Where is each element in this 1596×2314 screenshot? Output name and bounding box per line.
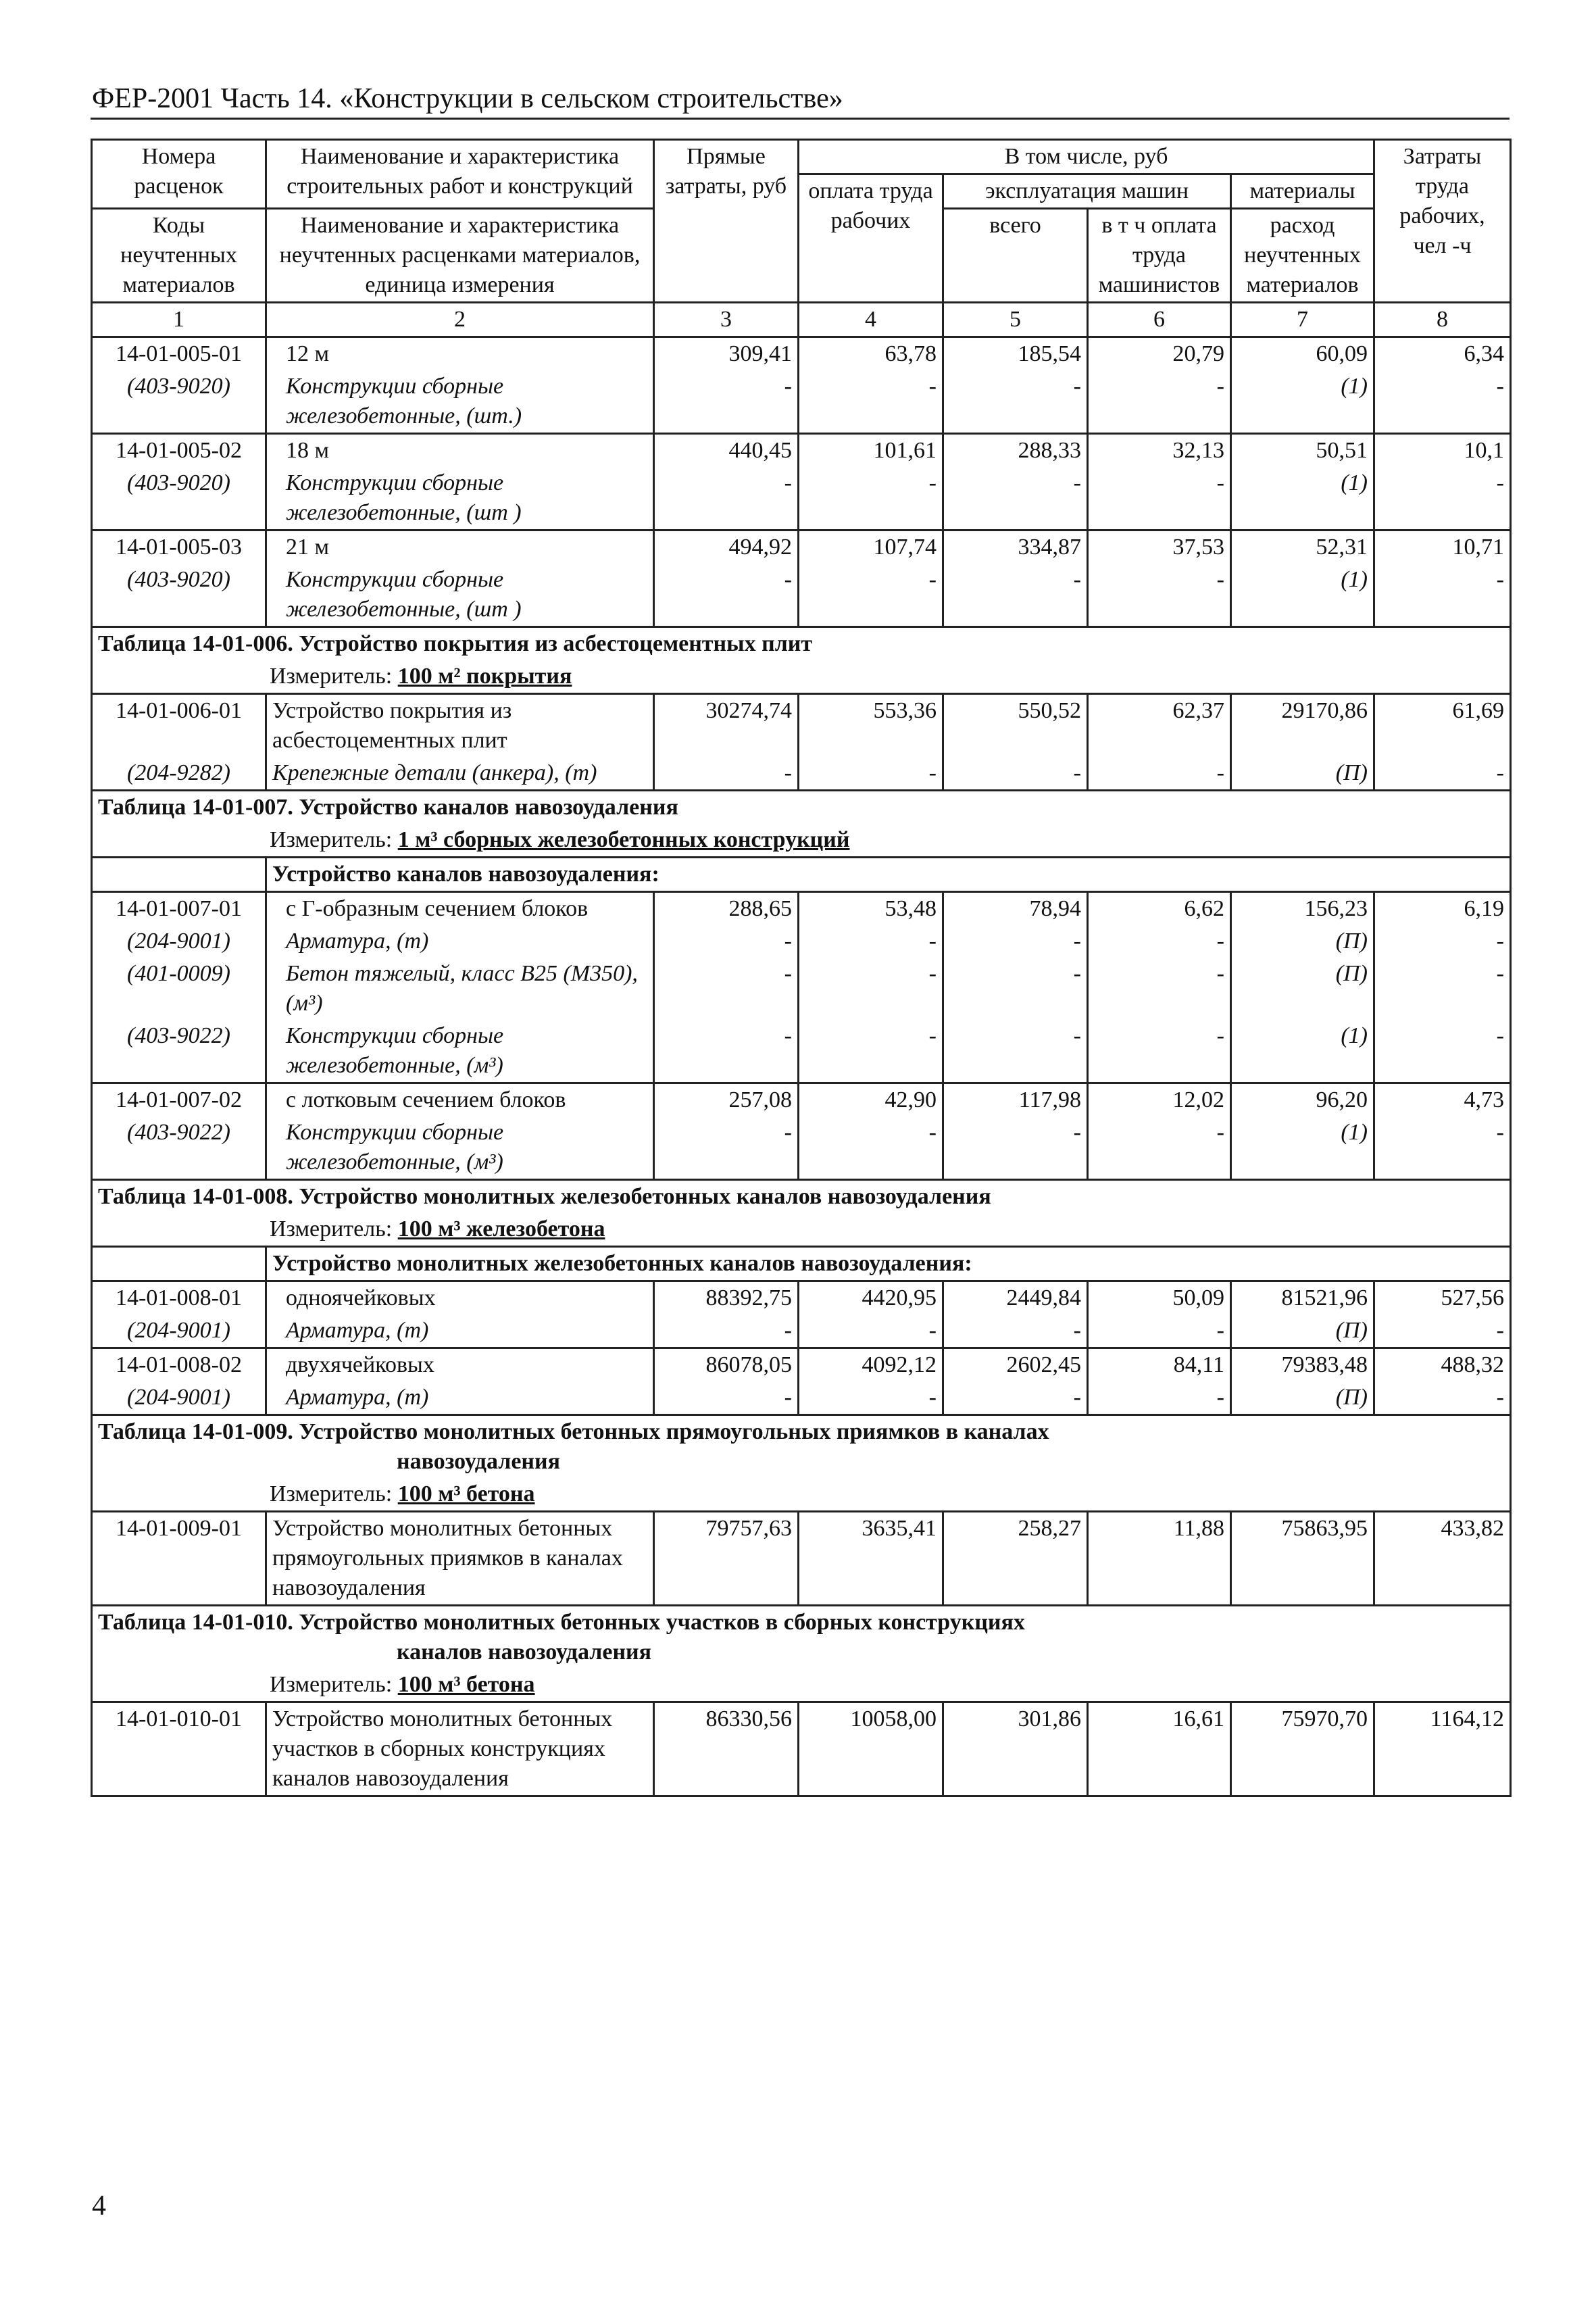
labor-hours: - [1374, 1314, 1511, 1348]
material-code: (204-9282) [92, 757, 266, 791]
table-row [92, 434, 1511, 468]
table-title: Таблица 14-01-010. Устройство монолитных бетонных участков в сборных конструкциях [92, 1606, 1511, 1638]
col-number: 1 [92, 303, 266, 337]
col-number: 6 [1088, 303, 1231, 337]
materials: 156,23 [1231, 892, 1374, 926]
work-name: двухячейковых [266, 1348, 654, 1382]
rates-table-frame [91, 139, 1510, 2044]
table-row [92, 1116, 1511, 1180]
measure-value: 100 м³ бетона [397, 1481, 535, 1506]
rate-code: 14-01-005-03 [92, 531, 266, 564]
material-code: (204-9001) [92, 925, 266, 958]
machinist-pay: - [1088, 467, 1231, 531]
machinist-pay: 50,09 [1088, 1281, 1231, 1315]
header-rule [91, 118, 1510, 120]
material-name: Конструкции сборные железобетонные, (м³) [266, 1116, 654, 1180]
labor-hours: - [1374, 1381, 1511, 1415]
table-row [92, 925, 1511, 958]
rate-code: 14-01-007-01 [92, 892, 266, 926]
machines-total: 334,87 [943, 531, 1088, 564]
table-title: Таблица 14-01-008. Устройство монолитных железобетонных каналов навозоудаления [92, 1180, 1511, 1214]
machinist-pay: - [1088, 757, 1231, 791]
materials: (П) [1231, 1314, 1374, 1348]
table-row [92, 892, 1511, 926]
col8-header: Затраты труда рабочих, чел -ч [1374, 140, 1511, 303]
labor-hours: - [1374, 1116, 1511, 1180]
col5-header: всего [943, 209, 1088, 303]
measure-unit [92, 660, 1511, 694]
labor-hours: - [1374, 564, 1511, 627]
table-title-continued: навозоудаления [92, 1447, 1511, 1478]
direct-cost: - [654, 467, 799, 531]
rate-code: 14-01-009-01 [92, 1512, 266, 1606]
labor-hours: 4,73 [1374, 1083, 1511, 1117]
labor-pay: 10058,00 [799, 1702, 943, 1796]
col2-top-header: Наименование и характеристика строительных работ и конструкций [266, 140, 654, 209]
labor-pay: 42,90 [799, 1083, 943, 1117]
col6-header: в т ч оплата труда машинистов [1088, 209, 1231, 303]
machines-total: 117,98 [943, 1083, 1088, 1117]
machines-header: эксплуатация машин [943, 174, 1231, 209]
materials: (П) [1231, 925, 1374, 958]
direct-cost: 88392,75 [654, 1281, 799, 1315]
material-code: (403-9020) [92, 564, 266, 627]
material-code: (403-9020) [92, 467, 266, 531]
material-code: (401-0009) [92, 958, 266, 1020]
direct-cost: 30274,74 [654, 694, 799, 758]
direct-cost: - [654, 370, 799, 434]
material-name: Конструкции сборные железобетонные, (шт ) [266, 564, 654, 627]
machines-total: 550,52 [943, 694, 1088, 758]
material-name: Арматура, (т) [266, 925, 654, 958]
machines-total: 2602,45 [943, 1348, 1088, 1382]
materials: 81521,96 [1231, 1281, 1374, 1315]
machines-total: 2449,84 [943, 1281, 1088, 1315]
labor-pay: 53,48 [799, 892, 943, 926]
machinist-pay: - [1088, 370, 1231, 434]
materials: (1) [1231, 1020, 1374, 1083]
work-name: с лотковым сечением блоков [266, 1083, 654, 1117]
labor-hours: - [1374, 467, 1511, 531]
material-name: Конструкции сборные железобетонные, (шт ) [266, 467, 654, 531]
material-code: (204-9001) [92, 1381, 266, 1415]
table-row [92, 1020, 1511, 1083]
table-row [92, 531, 1511, 564]
machines-total: - [943, 1314, 1088, 1348]
measure-value: 100 м² покрытия [397, 664, 572, 689]
materials: (1) [1231, 370, 1374, 434]
table-row [92, 370, 1511, 434]
col7-header: расход неучтенных материалов [1231, 209, 1374, 303]
material-name: Конструкции сборные железобетонные, (шт.) [266, 370, 654, 434]
labor-pay: 107,74 [799, 531, 943, 564]
col-number: 3 [654, 303, 799, 337]
labor-pay: - [799, 925, 943, 958]
work-name: Устройство покрытия из асбестоцементных плит [266, 694, 654, 758]
measure-unit [92, 1478, 1511, 1512]
work-name: Устройство монолитных бетонных участков в сборных конструкциях каналов навозоудаления [266, 1702, 654, 1796]
col-number: 5 [943, 303, 1088, 337]
table-title: Таблица 14-01-007. Устройство каналов навозоудаления [92, 791, 1511, 824]
labor-pay: 101,61 [799, 434, 943, 468]
col1-top-header: Номера расценок [92, 140, 266, 209]
direct-cost: - [654, 958, 799, 1020]
materials: 50,51 [1231, 434, 1374, 468]
materials: 52,31 [1231, 531, 1374, 564]
machinist-pay: 16,61 [1088, 1702, 1231, 1796]
page-header: ФЕР-2001 Часть 14. «Конструкции в сельском строительстве» [92, 83, 843, 114]
labor-hours: - [1374, 370, 1511, 434]
table-row [92, 1314, 1511, 1348]
table-row [92, 1702, 1511, 1796]
machines-total: - [943, 1381, 1088, 1415]
machinist-pay: 37,53 [1088, 531, 1231, 564]
machines-total: 288,33 [943, 434, 1088, 468]
group-header: В том числе, руб [799, 140, 1374, 174]
material-code: (403-9022) [92, 1116, 266, 1180]
work-name: 21 м [266, 531, 654, 564]
direct-cost: 288,65 [654, 892, 799, 926]
col-number: 4 [799, 303, 943, 337]
col-number: 7 [1231, 303, 1374, 337]
measure-value: 100 м³ железобетона [397, 1216, 605, 1241]
table-row [92, 337, 1511, 371]
work-name: одноячейковых [266, 1281, 654, 1315]
measure-label: Измеритель: [270, 827, 393, 852]
table-title-continued: каналов навозоудаления [92, 1638, 1511, 1669]
table-row [92, 1381, 1511, 1415]
machines-total: - [943, 564, 1088, 627]
rate-code: 14-01-008-01 [92, 1281, 266, 1315]
material-name: Бетон тяжелый, класс В25 (М350), (м³) [266, 958, 654, 1020]
rate-code: 14-01-005-01 [92, 337, 266, 371]
material-code: (403-9020) [92, 370, 266, 434]
col-number: 8 [1374, 303, 1511, 337]
rates-table [91, 139, 1512, 1797]
machines-total: 185,54 [943, 337, 1088, 371]
machinist-pay: - [1088, 1314, 1231, 1348]
materials: (1) [1231, 1116, 1374, 1180]
direct-cost: 257,08 [654, 1083, 799, 1117]
direct-cost: 79757,63 [654, 1512, 799, 1606]
labor-hours: 10,1 [1374, 434, 1511, 468]
material-name: Арматура, (т) [266, 1314, 654, 1348]
machinist-pay: - [1088, 1116, 1231, 1180]
table-subheading: Устройство каналов навозоудаления: [266, 858, 1511, 892]
table-subheading: Устройство монолитных железобетонных каналов навозоудаления: [266, 1247, 1511, 1281]
table-row [92, 1083, 1511, 1117]
labor-pay: 63,78 [799, 337, 943, 371]
labor-hours: - [1374, 925, 1511, 958]
machinist-pay: 6,62 [1088, 892, 1231, 926]
labor-hours: 1164,12 [1374, 1702, 1511, 1796]
machinist-pay: - [1088, 958, 1231, 1020]
materials: 96,20 [1231, 1083, 1374, 1117]
labor-pay: - [799, 370, 943, 434]
measure-unit [92, 824, 1511, 858]
machinist-pay: - [1088, 925, 1231, 958]
labor-pay: - [799, 564, 943, 627]
labor-hours: - [1374, 1020, 1511, 1083]
labor-pay: 4092,12 [799, 1348, 943, 1382]
measure-label: Измеритель: [270, 664, 393, 689]
labor-hours: 61,69 [1374, 694, 1511, 758]
machines-total: - [943, 925, 1088, 958]
direct-cost: 440,45 [654, 434, 799, 468]
labor-hours: 433,82 [1374, 1512, 1511, 1606]
materials-header: материалы [1231, 174, 1374, 209]
direct-cost: 309,41 [654, 337, 799, 371]
table-row [92, 564, 1511, 627]
col2-bottom-header: Наименование и характеристика неучтенных расценками материалов, единица измерения [266, 209, 654, 303]
machinist-pay: 32,13 [1088, 434, 1231, 468]
rate-code: 14-01-010-01 [92, 1702, 266, 1796]
table-title: Таблица 14-01-009. Устройство монолитных бетонных прямоугольных приямков в каналах [92, 1415, 1511, 1448]
table-row [92, 1512, 1511, 1606]
machines-total: - [943, 1116, 1088, 1180]
machinist-pay: - [1088, 1381, 1231, 1415]
measure-label: Измеритель: [270, 1672, 393, 1697]
labor-hours: - [1374, 958, 1511, 1020]
machinist-pay: 84,11 [1088, 1348, 1231, 1382]
machinist-pay: - [1088, 1020, 1231, 1083]
machines-total: - [943, 958, 1088, 1020]
machines-total: - [943, 370, 1088, 434]
direct-cost: - [654, 757, 799, 791]
machines-total: 301,86 [943, 1702, 1088, 1796]
materials: (П) [1231, 757, 1374, 791]
materials: 60,09 [1231, 337, 1374, 371]
direct-cost: - [654, 1020, 799, 1083]
measure-label: Измеритель: [270, 1216, 393, 1241]
machines-total: - [943, 1020, 1088, 1083]
materials: (П) [1231, 958, 1374, 1020]
machinist-pay: 20,79 [1088, 337, 1231, 371]
labor-hours: 527,56 [1374, 1281, 1511, 1315]
materials: 75863,95 [1231, 1512, 1374, 1606]
machinist-pay: 12,02 [1088, 1083, 1231, 1117]
measure-value: 1 м³ сборных железобетонных конструкций [397, 827, 850, 852]
direct-cost: - [654, 1381, 799, 1415]
machines-total: - [943, 467, 1088, 531]
machinist-pay: 11,88 [1088, 1512, 1231, 1606]
material-code: (403-9022) [92, 1020, 266, 1083]
col-number: 2 [266, 303, 654, 337]
direct-cost: - [654, 1314, 799, 1348]
materials: (П) [1231, 1381, 1374, 1415]
material-code: (204-9001) [92, 1314, 266, 1348]
labor-pay: - [799, 958, 943, 1020]
direct-cost: 86330,56 [654, 1702, 799, 1796]
machines-total: 78,94 [943, 892, 1088, 926]
machines-total: - [943, 757, 1088, 791]
table-row [92, 958, 1511, 1020]
work-name: Устройство монолитных бетонных прямоугольных приямков в каналах навозоудаления [266, 1512, 654, 1606]
table-row [92, 1281, 1511, 1315]
machinist-pay: - [1088, 564, 1231, 627]
labor-pay: - [799, 467, 943, 531]
table-row [92, 694, 1511, 758]
measure-unit [92, 1213, 1511, 1247]
direct-cost: 494,92 [654, 531, 799, 564]
labor-pay: - [799, 757, 943, 791]
labor-hours: 6,19 [1374, 892, 1511, 926]
labor-pay: - [799, 1116, 943, 1180]
col3-header: Прямые затраты, руб [654, 140, 799, 303]
labor-pay: - [799, 1381, 943, 1415]
rate-code: 14-01-006-01 [92, 694, 266, 758]
labor-pay: 4420,95 [799, 1281, 943, 1315]
materials: (1) [1231, 564, 1374, 627]
table-row [92, 1348, 1511, 1382]
machines-total: 258,27 [943, 1512, 1088, 1606]
measure-label: Измеритель: [270, 1481, 393, 1506]
materials: 75970,70 [1231, 1702, 1374, 1796]
labor-pay: 3635,41 [799, 1512, 943, 1606]
machinist-pay: 62,37 [1088, 694, 1231, 758]
direct-cost: - [654, 1116, 799, 1180]
page-number: 4 [92, 2190, 106, 2221]
direct-cost: - [654, 564, 799, 627]
labor-hours: 488,32 [1374, 1348, 1511, 1382]
labor-hours: - [1374, 757, 1511, 791]
material-name: Крепежные детали (анкера), (т) [266, 757, 654, 791]
labor-hours: 6,34 [1374, 337, 1511, 371]
work-name: с Г-образным сечением блоков [266, 892, 654, 926]
rate-code: 14-01-005-02 [92, 434, 266, 468]
rate-code: 14-01-008-02 [92, 1348, 266, 1382]
col4-header: оплата труда рабочих [799, 174, 943, 303]
table-row [92, 757, 1511, 791]
col1-bottom-header: Коды неучтенных материалов [92, 209, 266, 303]
labor-pay: - [799, 1314, 943, 1348]
materials: 29170,86 [1231, 694, 1374, 758]
material-name: Арматура, (т) [266, 1381, 654, 1415]
work-name: 12 м [266, 337, 654, 371]
labor-hours: 10,71 [1374, 531, 1511, 564]
materials: (1) [1231, 467, 1374, 531]
labor-pay: 553,36 [799, 694, 943, 758]
rate-code: 14-01-007-02 [92, 1083, 266, 1117]
material-name: Конструкции сборные железобетонные, (м³) [266, 1020, 654, 1083]
work-name: 18 м [266, 434, 654, 468]
materials: 79383,48 [1231, 1348, 1374, 1382]
table-title: Таблица 14-01-006. Устройство покрытия из асбестоцементных плит [92, 627, 1511, 661]
measure-unit [92, 1669, 1511, 1702]
labor-pay: - [799, 1020, 943, 1083]
measure-value: 100 м³ бетона [397, 1672, 535, 1697]
direct-cost: - [654, 925, 799, 958]
table-row [92, 467, 1511, 531]
direct-cost: 86078,05 [654, 1348, 799, 1382]
